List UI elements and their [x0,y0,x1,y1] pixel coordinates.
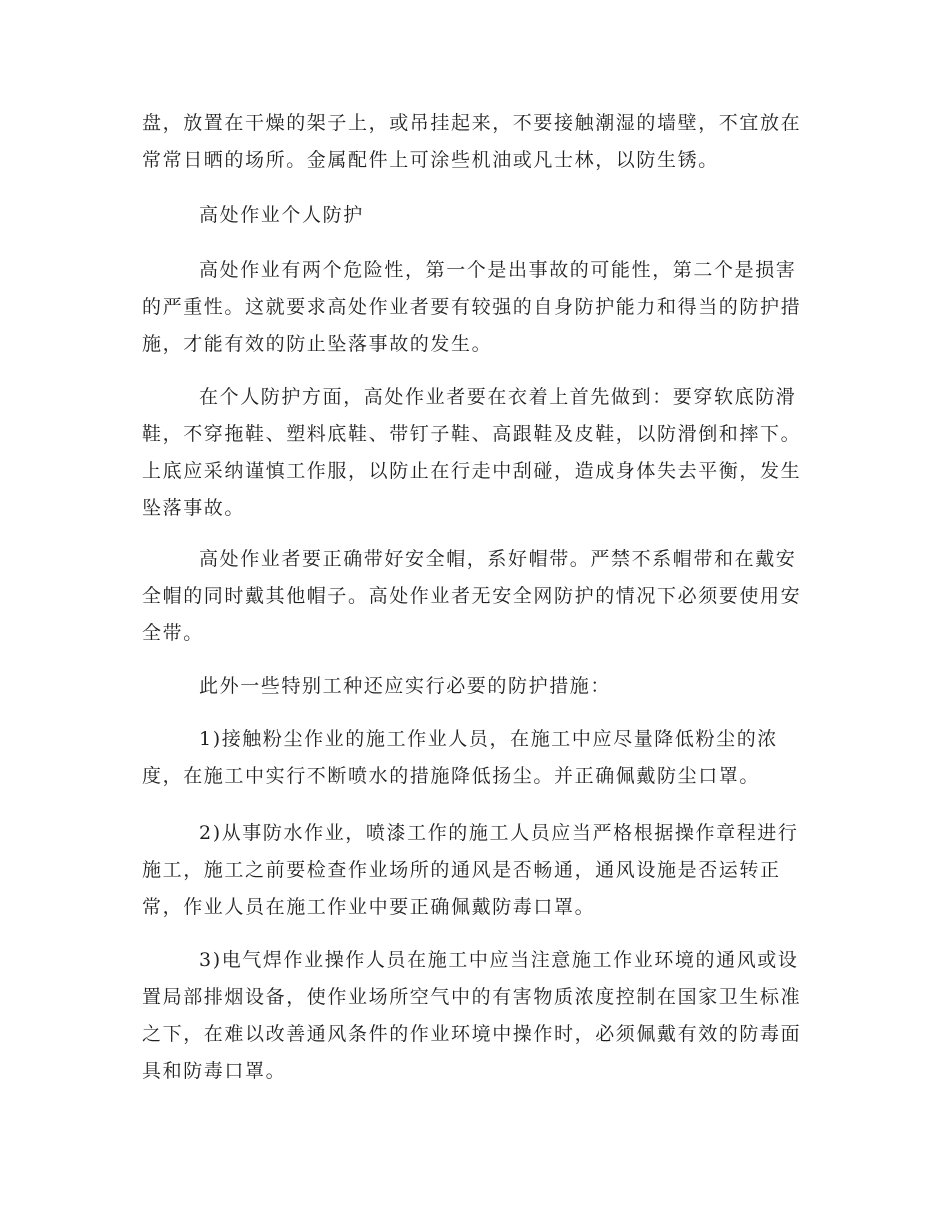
list-item-text: 1)接触粉尘作业的施工作业人员，在施工中应尽量降低粉尘的浓度，在施工中实行不断喷水的措施降低扬尘。并正确佩戴防尘口罩。 [142,728,778,787]
list-item-text: 2)从事防水作业，喷漆工作的施工人员应当严格根据操作章程进行施工，施工之前要检查作业场所的通风是否畅通，通风设施是否运转正常，作业人员在施工作业中要正确佩戴防毒口罩。 [142,822,799,918]
paragraph-continued [142,105,808,179]
list-item [142,721,808,795]
heading-text: 高处作业个人防护 [199,204,364,226]
paragraph-text: 高处作业者要正确带好安全帽，系好帽带。严禁不系帽带和在戴安全帽的同时戴其他帽子。高处作业者无安全网防护的情况下必须要使用安全带。 [142,548,802,644]
paragraph [142,668,808,705]
list-item [142,942,808,1090]
paragraph-text: 盘，放置在干燥的架子上，或吊挂起来，不要接触潮湿的墙壁，不宜放在常常日晒的场所。金属配件上可涂些机油或凡士林，以防生锈。 [142,112,802,171]
list-item [142,815,808,926]
section-heading [142,197,808,234]
paragraph-text: 在个人防护方面，高处作业者要在衣着上首先做到：要穿软底防滑鞋，不穿拖鞋、塑料底鞋、带钉子鞋、高跟鞋及皮鞋，以防滑倒和摔下。上底应采纳谨慎工作服，以防止在行走中刮碰，造成身体失去平衡，发生坠落事故。 [142,386,802,519]
paragraph-text: 高处作业有两个危险性，第一个是出事故的可能性，第二个是损害的严重性。这就要求高处作业者要有较强的自身防护能力和得当的防护措施，才能有效的防止坠落事故的发生。 [142,259,802,355]
paragraph-text: 此外一些特别工种还应实行必要的防护措施： [199,675,612,697]
list-item-text: 3)电气焊作业操作人员在施工中应当注意施工作业环境的通风或设置局部排烟设备，使作业场所空气中的有害物质浓度控制在国家卫生标准之下，在难以改善通风条件的作业环境中操作时，必须佩戴有效的防毒面具和防毒口罩。 [142,949,802,1082]
paragraph [142,541,808,652]
paragraph [142,379,808,527]
paragraph [142,252,808,363]
